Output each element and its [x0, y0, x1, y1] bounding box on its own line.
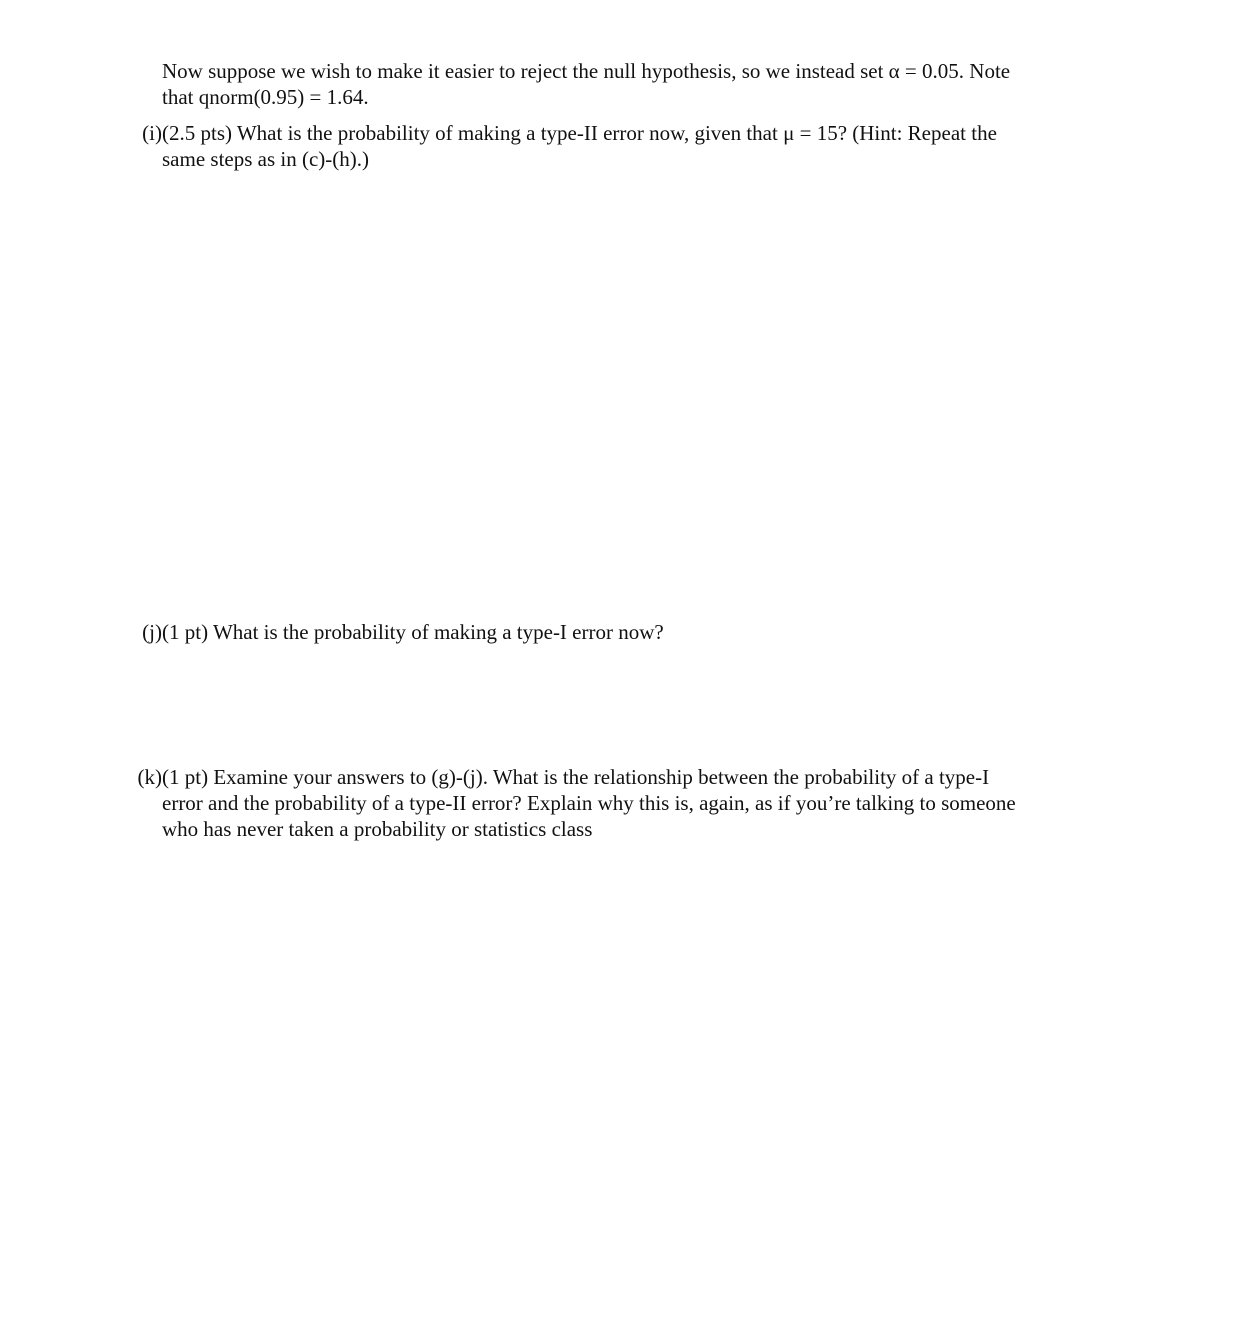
intro-line-1: Now suppose we wish to make it easier to reject the null hypothesis, so we instead set α = 0.05. Note	[162, 59, 1011, 83]
question-label: (j)	[142, 620, 162, 644]
question-k-line-3: who has never taken a probability or statistics class	[162, 817, 593, 841]
intro-paragraph	[162, 58, 1152, 110]
question-j	[120, 619, 1152, 645]
question-k-line-2: error and the probability of a type-II error? Explain why this is, again, as if you’re talking to someone	[162, 791, 1016, 815]
question-k-line-1: (1 pt) Examine your answers to (g)-(j). What is the relationship between the probability of a type-I	[162, 765, 990, 789]
question-k	[120, 764, 1152, 842]
question-text	[162, 764, 1152, 842]
question-i	[120, 120, 1152, 172]
question-i-line-2: same steps as in (c)-(h).)	[162, 147, 370, 171]
question-i-line-1: (2.5 pts) What is the probability of making a type-II error now, given that μ = 15? (Hint: Repeat the	[162, 121, 997, 145]
question-text	[162, 120, 1152, 172]
intro-line-2: that qnorm(0.95) = 1.64.	[162, 85, 369, 109]
question-j-line-1: (1 pt) What is the probability of making a type-I error now?	[162, 620, 664, 644]
question-text	[162, 619, 1152, 645]
question-label: (i)	[142, 121, 162, 145]
question-label: (k)	[137, 765, 162, 789]
